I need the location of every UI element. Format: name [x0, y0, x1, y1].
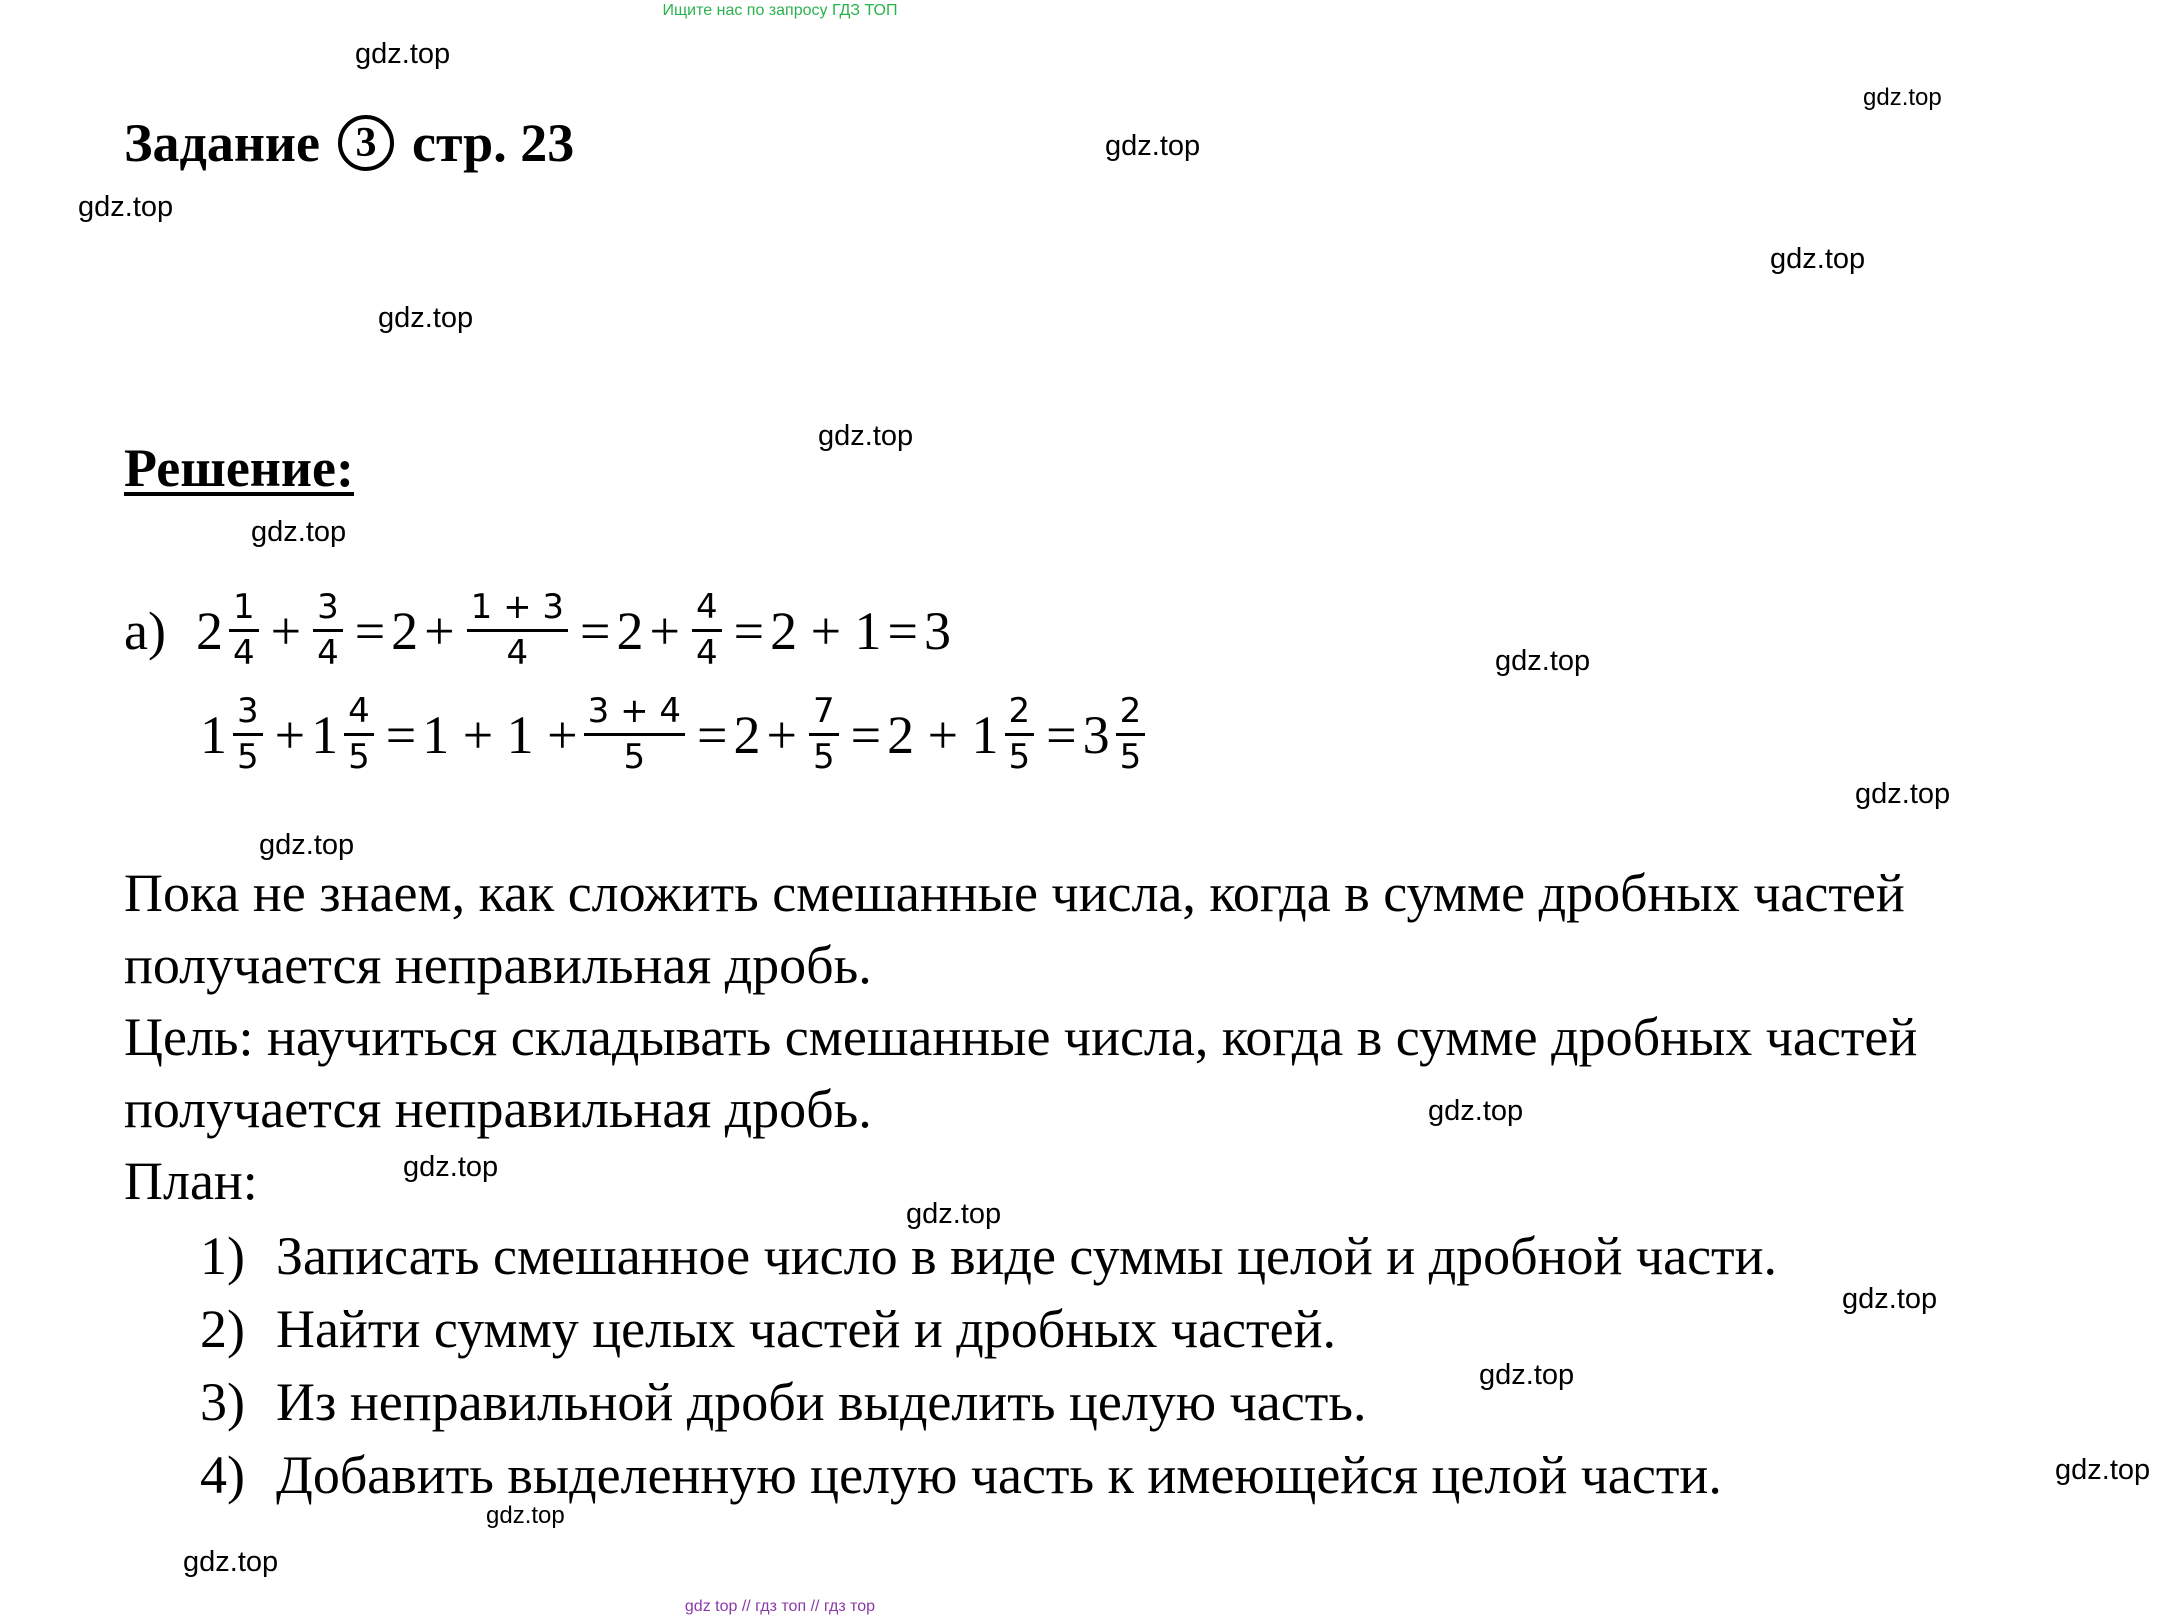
top-note: Ищите нас по запросу ГДЗ ТОП [662, 2, 898, 19]
watermark: gdz.top [1479, 1359, 1575, 1391]
math-label: а) [124, 600, 166, 661]
watermark: gdz.top [2055, 1454, 2151, 1486]
paragraph-line: Цель: научиться складывать смешанные числа, когда в сумме дробных частей [124, 1007, 1918, 1067]
watermark: gdz.top [1495, 645, 1591, 677]
task-number-badge: 3 [338, 115, 394, 171]
fraction: $\frac{2}{5}$ [1116, 692, 1146, 777]
plan-item: 3) Из неправильной дроби выделить целую часть. [200, 1372, 1367, 1432]
watermark: gdz.top [1855, 778, 1951, 810]
fraction: $\frac{4}{4}$ [692, 588, 722, 673]
math-line-a: а) 2 $\frac{1}{4}$ + $\frac{3}{4}$ = 2 + $\frac{1 + 3}{4}$ = 2 + $\frac{4}{4}$ = 2 + 1 = 3 [124, 587, 951, 674]
watermark: gdz.top [1428, 1095, 1524, 1127]
watermark: gdz.top [486, 1502, 565, 1529]
title-suffix: стр. 23 [412, 113, 575, 173]
plan-item: 2) Найти сумму целых частей и дробных частей. [200, 1299, 1336, 1359]
watermark: gdz.top [818, 420, 914, 452]
fraction: $\frac{1}{4}$ [229, 588, 259, 673]
fraction: $\frac{4}{5}$ [344, 692, 374, 777]
watermark: gdz.top [403, 1151, 499, 1183]
mixed-whole: 2 [195, 600, 223, 661]
watermark: gdz.top [183, 1546, 279, 1578]
plan-item: 1) Записать смешанное число в виде суммы целой и дробной части. [200, 1226, 1778, 1286]
watermark: gdz.top [1842, 1283, 1938, 1315]
fraction: $\frac{7}{5}$ [809, 692, 839, 777]
fraction: $\frac{2}{5}$ [1005, 692, 1035, 777]
paragraph-line: получается неправильная дробь. [124, 1079, 872, 1139]
watermark: gdz.top [251, 516, 347, 548]
title-prefix: Задание [124, 113, 321, 173]
paragraph-line: получается неправильная дробь. [124, 935, 872, 995]
watermark: gdz.top [78, 191, 174, 223]
plan-heading: План: [124, 1151, 258, 1211]
fraction: $\frac{3 + 4}{5}$ [584, 692, 685, 777]
watermark: gdz.top [1105, 130, 1201, 162]
watermark: gdz.top [259, 829, 355, 861]
math-line-b: 1 $\frac{3}{5}$ + 1 $\frac{4}{5}$ = 1 + 1 + $\frac{3 + 4}{5}$ = 2 + $\frac{7}{5}$ = 2 + 1 $\frac{2}{5}$ = 3 $\frac{2}{5}$ [200, 692, 1151, 777]
watermark: gdz.top [1770, 243, 1866, 275]
watermark: gdz.top [378, 302, 474, 334]
watermark: gdz.top [355, 38, 451, 70]
footer-note: gdz top // гдз топ // гдз тор [684, 1598, 876, 1615]
watermark: gdz.top [906, 1198, 1002, 1230]
fraction: $\frac{3}{4}$ [313, 588, 343, 673]
solution-heading: Решение: [124, 438, 354, 498]
watermark: gdz.top [1863, 84, 1942, 111]
paragraph-line: Пока не знаем, как сложить смешанные числа, когда в сумме дробных частей [124, 863, 1905, 923]
plan-item: 4) Добавить выделенную целую часть к имеющейся целой части. [200, 1445, 1722, 1505]
fraction: $\frac{1 + 3}{4}$ [467, 588, 568, 673]
page-title [124, 112, 574, 174]
fraction: $\frac{3}{5}$ [233, 692, 263, 777]
math-result: 3 [924, 600, 951, 661]
